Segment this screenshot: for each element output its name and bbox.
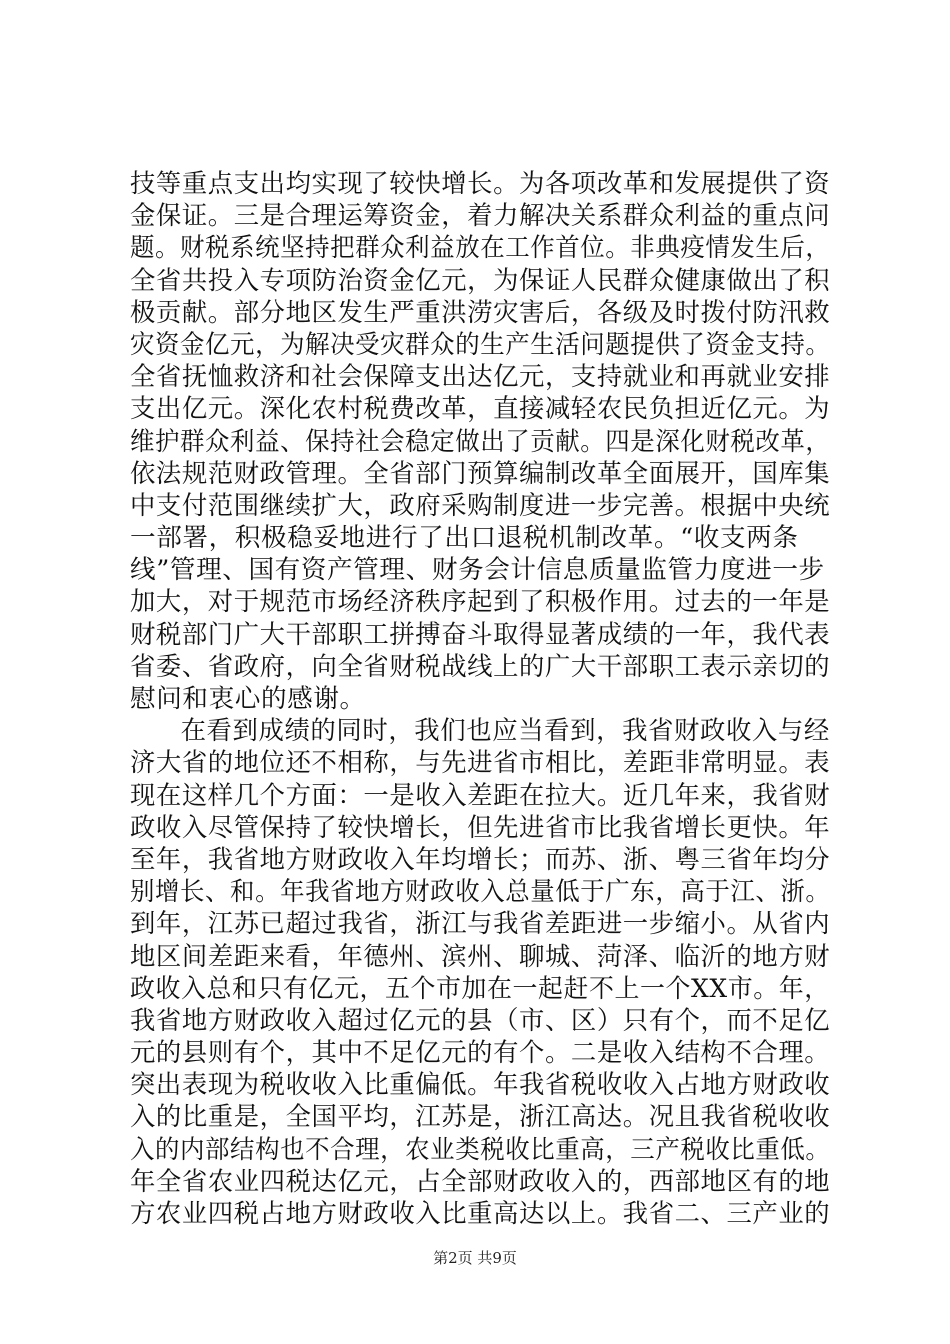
text-line: 维护群众利益、保持社会稳定做出了贡献。四是深化财税改革， bbox=[130, 426, 831, 457]
text-line: 到年，江苏已超过我省，浙江与我省差距进一步缩小。从省内 bbox=[130, 909, 831, 940]
text-line: 一部署，积极稳妥地进行了出口退税机制改革。“收支两条 bbox=[130, 523, 799, 554]
text-line: 全省抚恤救济和社会保障支出达亿元，支持就业和再就业安排 bbox=[130, 362, 831, 393]
text-line: 元的县则有个，其中不足亿元的有个。二是收入结构不合理。 bbox=[130, 1038, 831, 1069]
text-line: 加大，对于规范市场经济秩序起到了积极作用。过去的一年是 bbox=[130, 587, 831, 618]
text-line: 极贡献。部分地区发生严重洪涝灾害后，各级及时拨付防汛救 bbox=[130, 297, 831, 328]
text-line: 别增长、和。年我省地方财政收入总量低于广东，高于江、浙。 bbox=[130, 877, 831, 908]
text-line: 中支付范围继续扩大，政府采购制度进一步完善。根据中央统 bbox=[130, 490, 831, 521]
text-line: 地区间差距来看，年德州、滨州、聊城、菏泽、临沂的地方财 bbox=[130, 941, 831, 972]
text-line: 政收入尽管保持了较快增长，但先进省市比我省增长更快。年 bbox=[130, 812, 831, 843]
body-text bbox=[130, 168, 830, 1230]
text-line: 入的内部结构也不合理，农业类税收比重高，三产税收比重低。 bbox=[130, 1134, 831, 1165]
text-line: 政收入总和只有亿元，五个市加在一起赶不上一个XX市。年， bbox=[130, 973, 830, 1004]
text-line: 济大省的地位还不相称，与先进省市相比，差距非常明显。表 bbox=[130, 748, 831, 779]
text-line: 年全省农业四税达亿元，占全部财政收入的，西部地区有的地 bbox=[130, 1166, 831, 1197]
text-line: 至年，我省地方财政收入年均增长；而苏、浙、粤三省年均分 bbox=[130, 844, 831, 875]
page-footer: 第2页 共9页 bbox=[433, 1249, 517, 1267]
text-line: 突出表现为税收收入比重偏低。年我省税收收入占地方财政收 bbox=[130, 1070, 831, 1101]
text-line: 依法规范财政管理。全省部门预算编制改革全面展开，国库集 bbox=[130, 458, 831, 489]
text-line: 慰问和衷心的感谢。 bbox=[130, 684, 366, 714]
text-line: 金保证。三是合理运筹资金，着力解决关系群众利益的重点问 bbox=[130, 201, 831, 232]
text-line: 财税部门广大干部职工拼搏奋斗取得显著成绩的一年，我代表 bbox=[130, 619, 831, 650]
text-line: 技等重点支出均实现了较快增长。为各项改革和发展提供了资 bbox=[130, 169, 831, 199]
text-line: 题。财税系统坚持把群众利益放在工作首位。非典疫情发生后， bbox=[130, 233, 831, 264]
text-line: 在看到成绩的同时，我们也应当看到，我省财政收入与经 bbox=[180, 716, 830, 747]
text-line: 方农业四税占地方财政收入比重高达以上。我省二、三产业的 bbox=[130, 1199, 831, 1229]
text-line: 灾资金亿元，为解决受灾群众的生产生活问题提供了资金支持。 bbox=[130, 329, 831, 360]
text-line: 全省共投入专项防治资金亿元，为保证人民群众健康做出了积 bbox=[130, 265, 831, 296]
text-line: 我省地方财政收入超过亿元的县（市、区）只有个，而不足亿 bbox=[130, 1005, 831, 1036]
text-line: 现在这样几个方面：一是收入差距在拉大。近几年来，我省财 bbox=[130, 780, 831, 811]
text-line: 支出亿元。深化农村税费改革，直接减轻农民负担近亿元。为 bbox=[130, 394, 831, 425]
text-line: 省委、省政府，向全省财税战线上的广大干部职工表示亲切的 bbox=[130, 651, 831, 682]
text-line: 线”管理、国有资产管理、财务会计信息质量监管力度进一步 bbox=[130, 555, 825, 586]
text-line: 入的比重是，全国平均，江苏是，浙江高达。况且我省税收收 bbox=[130, 1102, 831, 1133]
